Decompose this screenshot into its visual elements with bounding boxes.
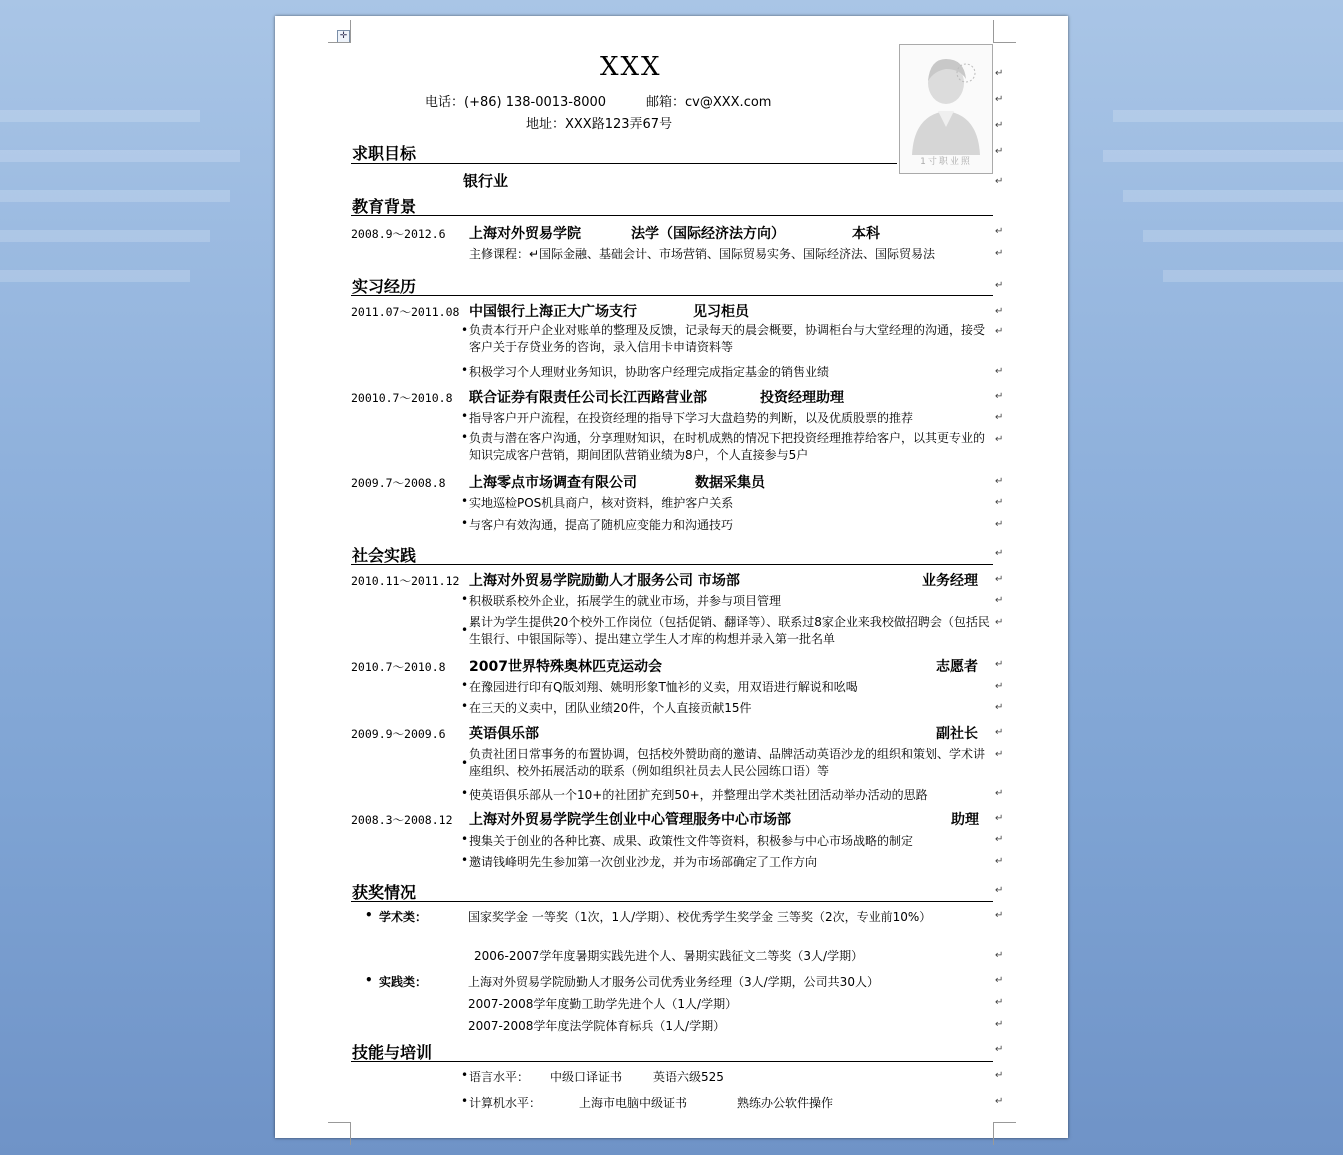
entry-bullet: 搜集关于创业的各种比赛、成果、政策性文件等资料，积极参与中心市场战略的制定 <box>469 834 914 848</box>
section-divider <box>351 215 993 216</box>
paragraph-mark-icon: ↵ <box>995 813 1004 824</box>
paragraph-mark-icon: ↵ <box>995 975 1004 986</box>
section-title-internship: 实习经历 <box>352 277 417 296</box>
entry-bullet: 在三天的义卖中，团队业绩20件，个人直接贡献15件 <box>469 701 752 715</box>
paragraph-mark-icon: ↵ <box>995 146 1004 157</box>
section-divider <box>351 295 993 296</box>
crop-mark <box>328 20 351 43</box>
entry-role: 志愿者 <box>936 659 978 675</box>
crop-mark <box>993 20 1016 43</box>
address-text: 地址：XXX路123弄67号 <box>526 117 673 132</box>
skills-computer-label: 计算机水平： <box>469 1096 542 1110</box>
entry-org: 联合证券有限责任公司长江西路营业部 <box>469 390 707 406</box>
skills-computer-1: 上海市电脑中级证书 <box>579 1096 688 1110</box>
award-item: 2007-2008学年度法学院体育标兵（1人/学期） <box>468 1019 726 1033</box>
paragraph-mark-icon: ↵ <box>995 412 1004 423</box>
section-divider <box>351 564 993 565</box>
entry-org: 上海对外贸易学院学生创业中心管理服务中心市场部 <box>469 812 791 828</box>
entry-org: 上海零点市场调查有限公司 <box>469 475 637 491</box>
resume-page[interactable]: ✛ XXX 电话：(+86) 138-0013-8000 邮箱：cv@XXX.com 地址：XXX路123弄67号 1寸职业照 求职目标 银行业 教育背景 2008.9～2012.6 上海对外贸易学院 法学（国际经济法方向） 本科 主修课程：↵国际金融、基础会计、市场营销、国际贸易实务、国际经济法、国际贸易法 实习经历 2011.07～2011.08 中国银行上海正大广场支行 见习柜员 • 负责本行开户企业对账单的整理及反馈，记录每天的晨会概要，协调柜台与大堂经理的沟通，接受客户关于存贷业务的咨询，录入信用卡申请资料等 • 积极学习个人理财业务知识，协助客户经理完成指定基金的销售业绩 20010.7～2010.8 联合证券有限责任公司长江西路营业部 投资经理助理 • 指导客户开户流程，在投资经理的指导下学习大盘趋势的判断，以及优质股票的推荐 • 负责与潜在客户沟通，分享理财知识，在时机成熟的情况下把投资经理推荐给客户，以其更专业的知识完成客户营销，期间团队营销业绩为8户，个人直接参与5户 2009.7～2008.8 上海零点市场调查有限公司 数据采集员 • 实地巡检POS机具商户，核对资料，维护客户关系 • 与客户有效沟通，提高了随机应变能力和沟通技巧 社会实践 2010.11～2011.12 上海对外贸易学院励勤人才服务公司 市场部 业务经理 • 积极联系校外企业，拓展学生的就业市场，并参与项目管理 • 累计为学生提供20个校外工作岗位（包括促销、翻译等）、联系过8家企业来我校做招聘会（包括民生银行、中银国际等）、提出建立学生人才库的构想并录入第一批名单 2010.7～2010.8 2007世界特殊奥林匹克运动会 志愿者 • 在豫园进行印有Q版刘翔、姚明形象T恤衫的义卖，用双语进行解说和吆喝 • 在三天的义卖中，团队业绩20件，个人直接贡献15件 2009.9～2009.6 英语俱乐部 副社长 • 负责社团日常事务的布置协调，包括校外赞助商的邀请、品牌活动英语沙龙的组织和策划、学术讲座组织、校外拓展活动的联系（例如组织社员去人民公园练口语）等 • 使英语俱乐部从一个10+的社团扩充到50+，并整理出学术类社团活动举办活动的思路 2008.3～2008.12 上海对外贸易学院学生创业中心管理服务中心市场部 助理 • 搜集关于创业的各种比赛、成果、政策性文件等资料，积极参与中心市场战略的制定 • 邀请钱峰明先生参加第一次创业沙龙，并为市场部确定了工作方向 获奖情况 • 学术类： 国家奖学金 一等奖（1次，1人/学期）、校优秀学生奖学金 三等奖（2次，专业前10%） 2006-2007学年度暑期实践先进个人、暑期实践征文二等奖（3人/学期） • 实践类： 上海对外贸易学院励勤人才服务公司优秀业务经理（3人/学期，公司共30人） 2007-2008学年度勤工助学先进个人（1人/学期） 2007-2008学年度法学院体育标兵（1人/学期） 技能与培训 • 语言水平： 中级口译证书 英语六级525 • 计算机水平： 上海市电脑中级证书 熟练办公软件操作 ↵ ↵ ↵ ↵ ↵ ↵ ↵ ↵ ↵ ↵ ↵ ↵ ↵ ↵ ↵ ↵ ↵ ↵ ↵ ↵ ↵ ↵ ↵ ↵ ↵ ↵ ↵ ↵ ↵ ↵ ↵ ↵ ↵ ↵ ↵ ↵ ↵ ↵ ↵ <box>275 16 1068 1138</box>
paragraph-mark-icon: ↵ <box>995 885 1004 896</box>
paragraph-mark-icon: ↵ <box>995 326 1004 337</box>
entry-bullet: 邀请钱峰明先生参加第一次创业沙龙，并为市场部确定了工作方向 <box>469 855 818 869</box>
paragraph-mark-icon: ↵ <box>995 834 1004 845</box>
award-item: 2006-2007学年度暑期实践先进个人、暑期实践征文二等奖（3人/学期） <box>474 949 864 963</box>
entry-date: 2008.3～2008.12 <box>351 813 453 827</box>
entry-bullet: 在豫园进行印有Q版刘翔、姚明形象T恤衫的义卖，用双语进行解说和吆喝 <box>469 680 858 694</box>
paragraph-mark-icon: ↵ <box>995 702 1004 713</box>
paragraph-mark-icon: ↵ <box>995 659 1004 670</box>
paragraph-mark-icon: ↵ <box>995 681 1004 692</box>
entry-org: 英语俱乐部 <box>469 726 539 742</box>
paragraph-mark-icon: ↵ <box>995 788 1004 799</box>
entry-date: 2011.07～2011.08 <box>351 305 460 319</box>
entry-bullet: 使英语俱乐部从一个10+的社团扩充到50+，并整理出学术类社团活动举办活动的思路 <box>469 788 928 802</box>
education-major: 法学（国际经济法方向） <box>631 226 785 242</box>
paragraph-mark-icon: ↵ <box>995 68 1004 79</box>
paragraph-mark-icon: ↵ <box>995 306 1004 317</box>
paragraph-mark-icon: ↵ <box>995 248 1004 259</box>
entry-bullet: 实地巡检POS机具商户，核对资料，维护客户关系 <box>469 496 734 510</box>
applicant-name: XXX <box>600 52 662 82</box>
awards-academic-label: 学术类： <box>379 910 428 924</box>
entry-bullet: 指导客户开户流程，在投资经理的指导下学习大盘趋势的判断，以及优质股票的推荐 <box>469 411 914 425</box>
award-item: 2007-2008学年度勤工助学先进个人（1人/学期） <box>468 997 738 1011</box>
entry-bullet: 积极联系校外企业，拓展学生的就业市场，并参与项目管理 <box>469 594 782 608</box>
person-silhouette-icon <box>900 45 992 155</box>
entry-role: 副社长 <box>936 726 978 742</box>
entry-bullet: 负责社团日常事务的布置协调，包括校外赞助商的邀请、品牌活动英语沙龙的组织和策划、学术讲座组织、校外拓展活动的联系（例如组织社员去人民公园练口语）等 <box>469 747 986 778</box>
paragraph-mark-icon: ↵ <box>995 617 1004 628</box>
entry-role: 投资经理助理 <box>760 390 844 406</box>
entry-role: 业务经理 <box>922 573 978 589</box>
paragraph-mark-icon: ↵ <box>995 519 1004 530</box>
education-courses: 主修课程：↵国际金融、基础会计、市场营销、国际贸易实务、国际经济法、国际贸易法 <box>469 247 936 261</box>
section-title-awards: 获奖情况 <box>352 883 417 902</box>
crop-mark <box>993 1122 1016 1145</box>
paragraph-mark-icon: ↵ <box>995 574 1004 585</box>
entry-date: 20010.7～2010.8 <box>351 391 453 405</box>
paragraph-mark-icon: ↵ <box>995 226 1004 237</box>
entry-role: 见习柜员 <box>693 304 749 320</box>
section-divider <box>351 163 897 164</box>
entry-org: 上海对外贸易学院励勤人才服务公司 市场部 <box>469 573 740 589</box>
entry-date: 2009.9～2009.6 <box>351 727 446 741</box>
entry-date: 2009.7～2008.8 <box>351 476 446 490</box>
entry-bullet: 负责与潜在客户沟通，分享理财知识，在时机成熟的情况下把投资经理推荐给客户，以其更专业的知识完成客户营销，期间团队营销业绩为8户，个人直接参与5户 <box>469 431 986 462</box>
entry-org: 2007世界特殊奥林匹克运动会 <box>469 659 662 675</box>
awards-practice-label: 实践类： <box>379 975 428 989</box>
paragraph-mark-icon: ↵ <box>995 548 1004 559</box>
paragraph-mark-icon: ↵ <box>995 391 1004 402</box>
education-date: 2008.9～2012.6 <box>351 227 446 241</box>
paragraph-mark-icon: ↵ <box>995 366 1004 377</box>
entry-bullet: 积极学习个人理财业务知识，协助客户经理完成指定基金的销售业绩 <box>469 365 830 379</box>
paragraph-mark-icon: ↵ <box>995 476 1004 487</box>
table-move-handle-icon[interactable]: ✛ <box>337 30 350 43</box>
paragraph-mark-icon: ↵ <box>995 595 1004 606</box>
paragraph-mark-icon: ↵ <box>995 1096 1004 1107</box>
entry-date: 2010.11～2011.12 <box>351 574 460 588</box>
objective-value: 银行业 <box>463 172 509 190</box>
section-title-objective: 求职目标 <box>352 144 417 163</box>
entry-role: 数据采集员 <box>695 475 765 491</box>
paragraph-mark-icon: ↵ <box>995 120 1004 131</box>
education-degree: 本科 <box>852 226 880 242</box>
paragraph-mark-icon: ↵ <box>995 1044 1004 1055</box>
paragraph-mark-icon: ↵ <box>995 94 1004 105</box>
entry-bullet: 与客户有效沟通，提高了随机应变能力和沟通技巧 <box>469 518 734 532</box>
skills-language-2: 英语六级525 <box>653 1070 724 1084</box>
paragraph-mark-icon: ↵ <box>995 950 1004 961</box>
section-title-skills: 技能与培训 <box>352 1043 433 1062</box>
section-divider <box>351 901 993 902</box>
entry-bullet: 累计为学生提供20个校外工作岗位（包括促销、翻译等）、联系过8家企业来我校做招聘会（包括民生银行、中银国际等）、提出建立学生人才库的构想并录入第一批名单 <box>469 615 990 646</box>
photo-placeholder[interactable] <box>899 44 993 174</box>
section-title-social: 社会实践 <box>352 546 417 565</box>
paragraph-mark-icon: ↵ <box>995 1019 1004 1030</box>
email-text: 邮箱：cv@XXX.com <box>646 95 772 110</box>
skills-computer-2: 熟练办公软件操作 <box>737 1096 834 1110</box>
section-title-education: 教育背景 <box>352 197 417 216</box>
paragraph-mark-icon: ↵ <box>995 727 1004 738</box>
paragraph-mark-icon: ↵ <box>995 280 1004 291</box>
phone-text: 电话：(+86) 138-0013-8000 <box>425 95 607 110</box>
paragraph-mark-icon: ↵ <box>995 434 1004 445</box>
photo-caption: 1寸职业照 <box>920 157 972 167</box>
entry-org: 中国银行上海正大广场支行 <box>469 304 637 320</box>
award-item: 上海对外贸易学院励勤人才服务公司优秀业务经理（3人/学期，公司共30人） <box>468 975 879 989</box>
education-school: 上海对外贸易学院 <box>469 226 581 242</box>
entry-role: 助理 <box>951 812 979 828</box>
paragraph-mark-icon: ↵ <box>995 749 1004 760</box>
skills-language-label: 语言水平： <box>469 1070 530 1084</box>
section-divider <box>351 1061 993 1062</box>
award-item: 国家奖学金 一等奖（1次，1人/学期）、校优秀学生奖学金 三等奖（2次，专业前10%） <box>468 910 932 924</box>
paragraph-mark-icon: ↵ <box>995 497 1004 508</box>
paragraph-mark-icon: ↵ <box>995 997 1004 1008</box>
paragraph-mark-icon: ↵ <box>995 176 1004 187</box>
skills-language-1: 中级口译证书 <box>550 1070 623 1084</box>
paragraph-mark-icon: ↵ <box>995 910 1004 921</box>
paragraph-mark-icon: ↵ <box>995 1070 1004 1081</box>
paragraph-mark-icon: ↵ <box>995 856 1004 867</box>
entry-bullet: 负责本行开户企业对账单的整理及反馈，记录每天的晨会概要，协调柜台与大堂经理的沟通，接受客户关于存贷业务的咨询，录入信用卡申请资料等 <box>469 323 986 354</box>
entry-date: 2010.7～2010.8 <box>351 660 446 674</box>
crop-mark <box>328 1122 351 1145</box>
